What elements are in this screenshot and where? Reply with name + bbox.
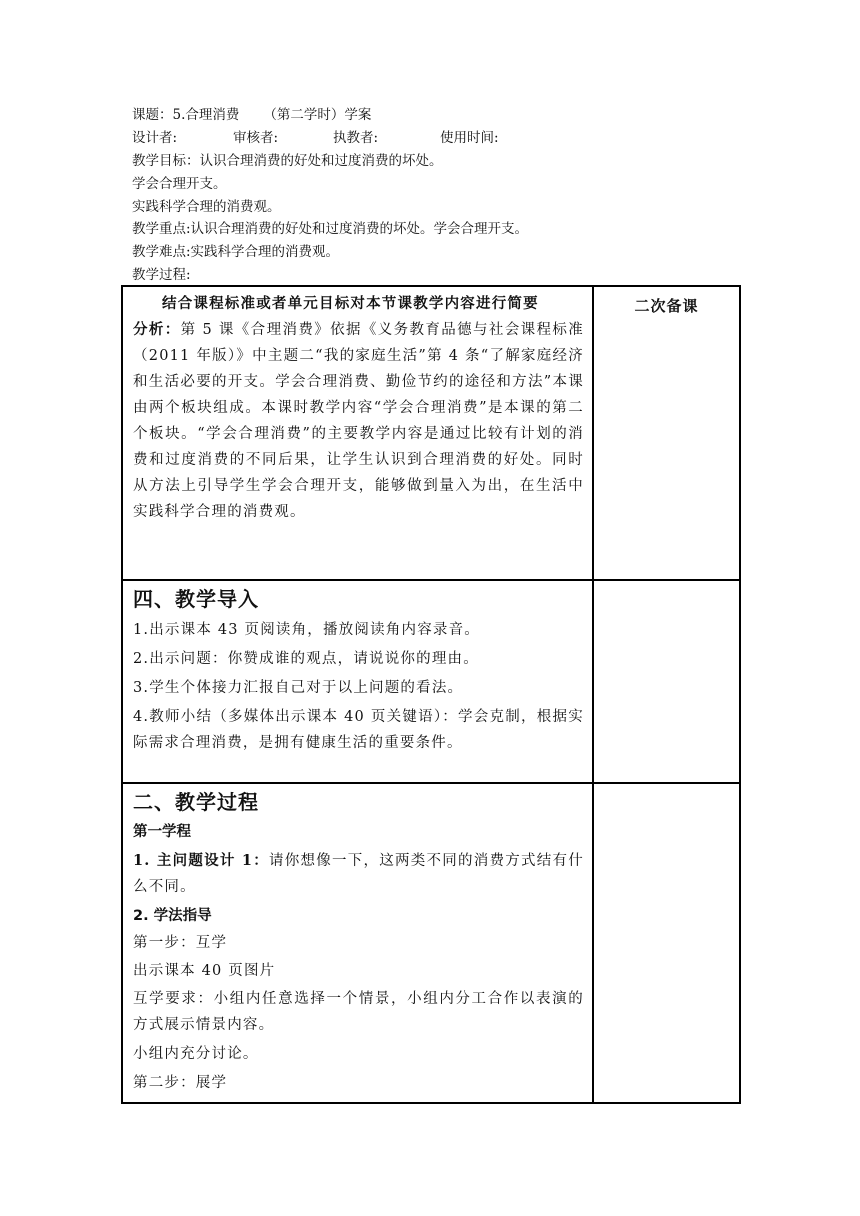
intro-notes-cell bbox=[593, 580, 740, 783]
analysis-text: 第 5 课《合理消费》依据《义务教育品德与社会课程标准（2011 年版）》中主题二“我的家庭生活”第 4 条“了解家庭经济和生活必要的开支。学会合理消费、勤俭节约的途径和方法”本课由两个板块组成。本课时教学内容“学会合理消费”是本课的第二个板块。“学会合理消费”的主要教学内容是通过比较有计划的消费和过度消费的不同后果，让学生认识到合理消费的好处。同时从方法上引导学生学会合理开支，能够做到量入为出，在生活中实践科学合理的消费观。 bbox=[133, 322, 584, 520]
lesson-table bbox=[121, 285, 741, 1104]
process-label: 教学过程: bbox=[132, 267, 191, 283]
intro-item: 3.学生个体接力汇报自己对于以上问题的看法。 bbox=[133, 680, 464, 696]
reviewer-label: 审核者: bbox=[233, 130, 279, 146]
group-discussion: 小组内充分讨论。 bbox=[133, 1046, 259, 1062]
step-two: 第二步：展学 bbox=[133, 1075, 228, 1091]
staff-line bbox=[132, 130, 499, 147]
analysis-body bbox=[133, 317, 584, 525]
intro-row bbox=[122, 580, 740, 783]
second-prep-cell bbox=[593, 286, 740, 580]
method-title: 2. 学法指导 bbox=[133, 908, 212, 924]
analysis-heading: 结合课程标准或者单元目标对本节课教学内容进行简要 bbox=[162, 295, 539, 312]
lesson-title-line bbox=[132, 107, 371, 124]
intro-item: 4.教师小结（多媒体出示课本 40 页关键语）：学会克制，根据实际需求合理消费，是拥有健康生活的重要条件。 bbox=[133, 709, 584, 751]
second-prep-heading: 二次备课 bbox=[634, 297, 699, 315]
stage-title: 第一学程 bbox=[133, 824, 191, 840]
designer-label: 设计者: bbox=[132, 130, 178, 146]
difficulty: 教学难点:实践科学合理的消费观。 bbox=[132, 244, 340, 260]
analysis-row bbox=[122, 286, 740, 580]
intro-item: 1.出示课本 43 页阅读角，播放阅读角内容录音。 bbox=[133, 622, 481, 638]
use-time-label: 使用时间: bbox=[440, 130, 499, 146]
teaching-goal-3: 实践科学合理的消费观。 bbox=[132, 199, 281, 215]
main-question-label: 1. 主问题设计 1： bbox=[133, 852, 269, 869]
process-cell bbox=[122, 783, 593, 1103]
process-notes-cell bbox=[593, 783, 740, 1103]
lesson-title: 课题：5.合理消费 bbox=[132, 107, 240, 123]
show-textbook: 出示课本 40 页图片 bbox=[133, 963, 276, 979]
intro-cell bbox=[122, 580, 593, 783]
process-row bbox=[122, 783, 740, 1103]
analysis-heading-tail: 分析： bbox=[133, 321, 181, 338]
analysis-cell bbox=[122, 286, 593, 580]
main-question-text: 请你想像一下，这两类不同的消费方式结有什么不同。 bbox=[133, 853, 584, 895]
intro-item: 2.出示问题：你赞成谁的观点，请说说你的理由。 bbox=[133, 651, 479, 667]
mutual-requirement: 互学要求：小组内任意选择一个情景，小组内分工合作以表演的方式展示情景内容。 bbox=[133, 991, 584, 1033]
teaching-goal: 教学目标：认识合理消费的好处和过度消费的坏处。 bbox=[132, 153, 443, 169]
step-one: 第一步：互学 bbox=[133, 935, 228, 951]
lesson-period: （第二学时）学案 bbox=[263, 107, 372, 123]
intro-title: 四、教学导入 bbox=[133, 587, 259, 611]
process-title: 二、教学过程 bbox=[133, 790, 259, 814]
teaching-goal-2: 学会合理开支。 bbox=[132, 176, 227, 192]
executor-label: 执教者: bbox=[333, 130, 379, 146]
key-point: 教学重点:认识合理消费的好处和过度消费的坏处。学会合理开支。 bbox=[132, 221, 529, 237]
main-question bbox=[133, 848, 584, 900]
